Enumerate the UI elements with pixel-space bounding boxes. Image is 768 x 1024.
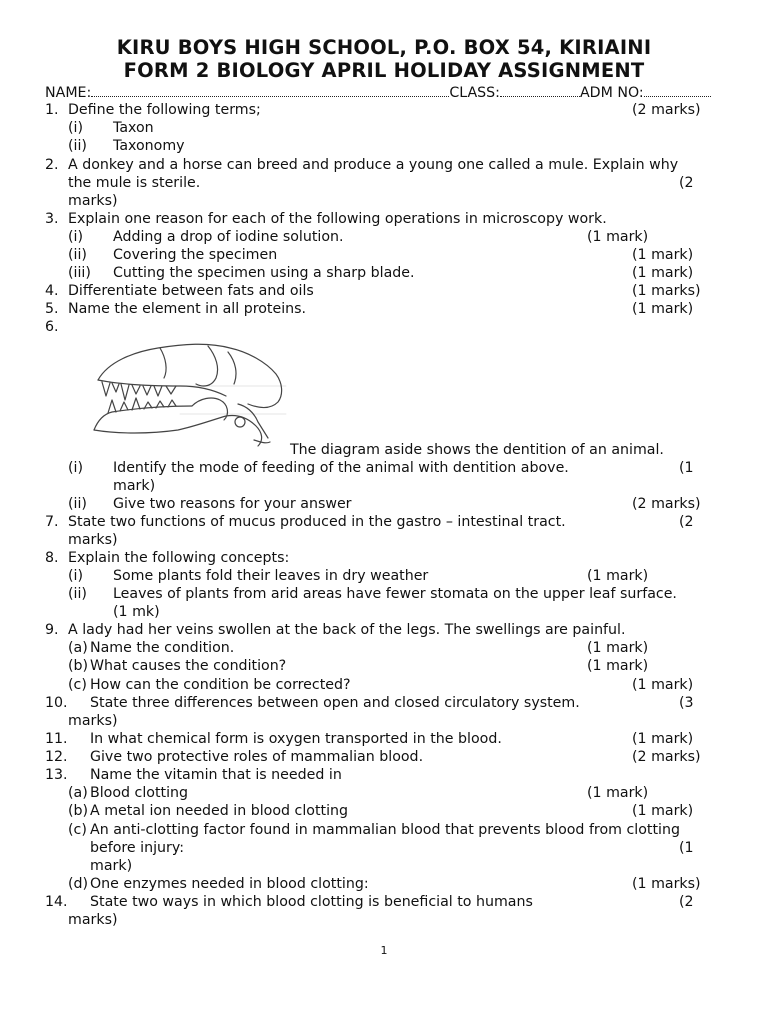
sub-text: Identify the mode of feeding of the animal with dentition above. xyxy=(113,460,569,476)
question-text: State two ways in which blood clotting is beneficial to humans xyxy=(90,894,533,910)
question-number: 1. xyxy=(45,102,59,118)
page-number: 1 xyxy=(380,944,388,957)
marks: (1 mark) xyxy=(632,731,694,747)
question-number: 11. xyxy=(45,731,68,747)
name-label: NAME: xyxy=(45,85,92,101)
marks: (1 xyxy=(679,460,694,476)
marks: marks) xyxy=(68,912,118,928)
question-number: 13. xyxy=(45,767,68,783)
name-blank[interactable] xyxy=(91,83,449,97)
sub-label: (b) xyxy=(68,658,89,674)
student-fields-row xyxy=(45,83,711,102)
diagram-caption: The diagram aside shows the dentition of an animal. xyxy=(290,442,664,458)
question-number: 2. xyxy=(45,157,59,173)
marks: (2 marks) xyxy=(632,496,701,512)
question-text: A lady had her veins swollen at the back of the legs. The swellings are painful. xyxy=(68,622,626,638)
marks: (1 mark) xyxy=(632,247,694,263)
marks: (2 xyxy=(679,894,694,910)
marks: mark) xyxy=(90,858,133,874)
question-text: Explain one reason for each of the following operations in microscopy work. xyxy=(68,211,607,227)
sub-text: Taxonomy xyxy=(113,138,185,154)
marks: (2 xyxy=(679,514,694,530)
adm-blank[interactable] xyxy=(644,83,711,97)
sub-text: Taxon xyxy=(113,120,154,136)
sub-text: Some plants fold their leaves in dry weather xyxy=(113,568,429,584)
question-text: In what chemical form is oxygen transported in the blood. xyxy=(90,731,502,747)
class-label: CLASS: xyxy=(449,85,500,101)
sub-text: One enzymes needed in blood clotting: xyxy=(90,876,369,892)
sub-label: (i) xyxy=(68,460,84,476)
question-text: Explain the following concepts: xyxy=(68,550,290,566)
marks: (1 mark) xyxy=(587,785,649,801)
sub-text: before injury: xyxy=(90,840,185,856)
marks: mark) xyxy=(113,478,156,494)
sub-label: (a) xyxy=(68,640,88,656)
sub-label: (i) xyxy=(68,120,84,136)
marks: (1 marks) xyxy=(632,876,701,892)
marks: (1 marks) xyxy=(632,283,701,299)
marks: marks) xyxy=(68,713,118,729)
question-number: 5. xyxy=(45,301,59,317)
question-number: 9. xyxy=(45,622,59,638)
question-number: 14. xyxy=(45,894,68,910)
question-text: State three differences between open and closed circulatory system. xyxy=(90,695,580,711)
sub-label: (c) xyxy=(68,822,87,838)
sub-label: (a) xyxy=(68,785,88,801)
sub-label: (d) xyxy=(68,876,89,892)
sub-label: (b) xyxy=(68,803,89,819)
question-number: 7. xyxy=(45,514,59,530)
sub-label: (i) xyxy=(68,568,84,584)
sub-text: An anti-clotting factor found in mammalian blood that prevents blood from clotting xyxy=(90,822,680,838)
marks: (1 mark) xyxy=(587,568,649,584)
question-text: Differentiate between fats and oils xyxy=(68,283,314,299)
sub-text: What causes the condition? xyxy=(90,658,287,674)
marks: (1 mk) xyxy=(113,604,160,620)
question-text: Define the following terms; xyxy=(68,102,261,118)
question-number: 3. xyxy=(45,211,59,227)
question-text: Name the element in all proteins. xyxy=(68,301,307,317)
sub-label: (i) xyxy=(68,229,84,245)
school-title: KIRU BOYS HIGH SCHOOL, P.O. BOX 54, KIRIAINI xyxy=(116,36,652,59)
question-text: the mule is sterile. xyxy=(68,175,201,191)
marks: (1 mark) xyxy=(587,229,649,245)
sub-text: How can the condition be corrected? xyxy=(90,677,351,693)
question-number: 4. xyxy=(45,283,59,299)
marks: (1 mark) xyxy=(587,640,649,656)
sub-label: (ii) xyxy=(68,247,87,263)
sub-text: A metal ion needed in blood clotting xyxy=(90,803,349,819)
sub-text: Adding a drop of iodine solution. xyxy=(113,229,344,245)
marks: (1 xyxy=(679,840,694,856)
marks: (1 mark) xyxy=(632,677,694,693)
question-number: 12. xyxy=(45,749,68,765)
sub-label: (ii) xyxy=(68,496,87,512)
marks: (1 mark) xyxy=(632,301,694,317)
marks: marks) xyxy=(68,193,118,209)
assignment-title: FORM 2 BIOLOGY APRIL HOLIDAY ASSIGNMENT xyxy=(123,59,645,82)
question-number: 10. xyxy=(45,695,68,711)
question-text: Give two protective roles of mammalian blood. xyxy=(90,749,424,765)
sub-text: Cutting the specimen using a sharp blade. xyxy=(113,265,415,281)
marks: (2 marks) xyxy=(632,102,701,118)
marks: (3 xyxy=(679,695,694,711)
question-number: 6. xyxy=(45,319,59,335)
sub-text: Name the condition. xyxy=(90,640,235,656)
question-text: State two functions of mucus produced in the gastro – intestinal tract. xyxy=(68,514,566,530)
sub-label: (ii) xyxy=(68,586,87,602)
sub-text: Covering the specimen xyxy=(113,247,278,263)
marks: (2 xyxy=(679,175,694,191)
marks: marks) xyxy=(68,532,118,548)
sub-label: (c) xyxy=(68,677,87,693)
sub-text: Give two reasons for your answer xyxy=(113,496,352,512)
skull-dentition-diagram xyxy=(88,334,288,454)
class-blank[interactable] xyxy=(500,83,580,97)
marks: (2 marks) xyxy=(632,749,701,765)
adm-label: ADM NO: xyxy=(579,85,644,101)
question-number: 8. xyxy=(45,550,59,566)
marks: (1 mark) xyxy=(632,803,694,819)
question-text: Name the vitamin that is needed in xyxy=(90,767,342,783)
question-text: A donkey and a horse can breed and produce a young one called a mule. Explain why xyxy=(68,157,679,173)
sub-label: (ii) xyxy=(68,138,87,154)
sub-text: Blood clotting xyxy=(90,785,189,801)
sub-label: (iii) xyxy=(68,265,91,281)
marks: (1 mark) xyxy=(632,265,694,281)
sub-text: Leaves of plants from arid areas have fewer stomata on the upper leaf surface. xyxy=(113,586,677,602)
marks: (1 mark) xyxy=(587,658,649,674)
